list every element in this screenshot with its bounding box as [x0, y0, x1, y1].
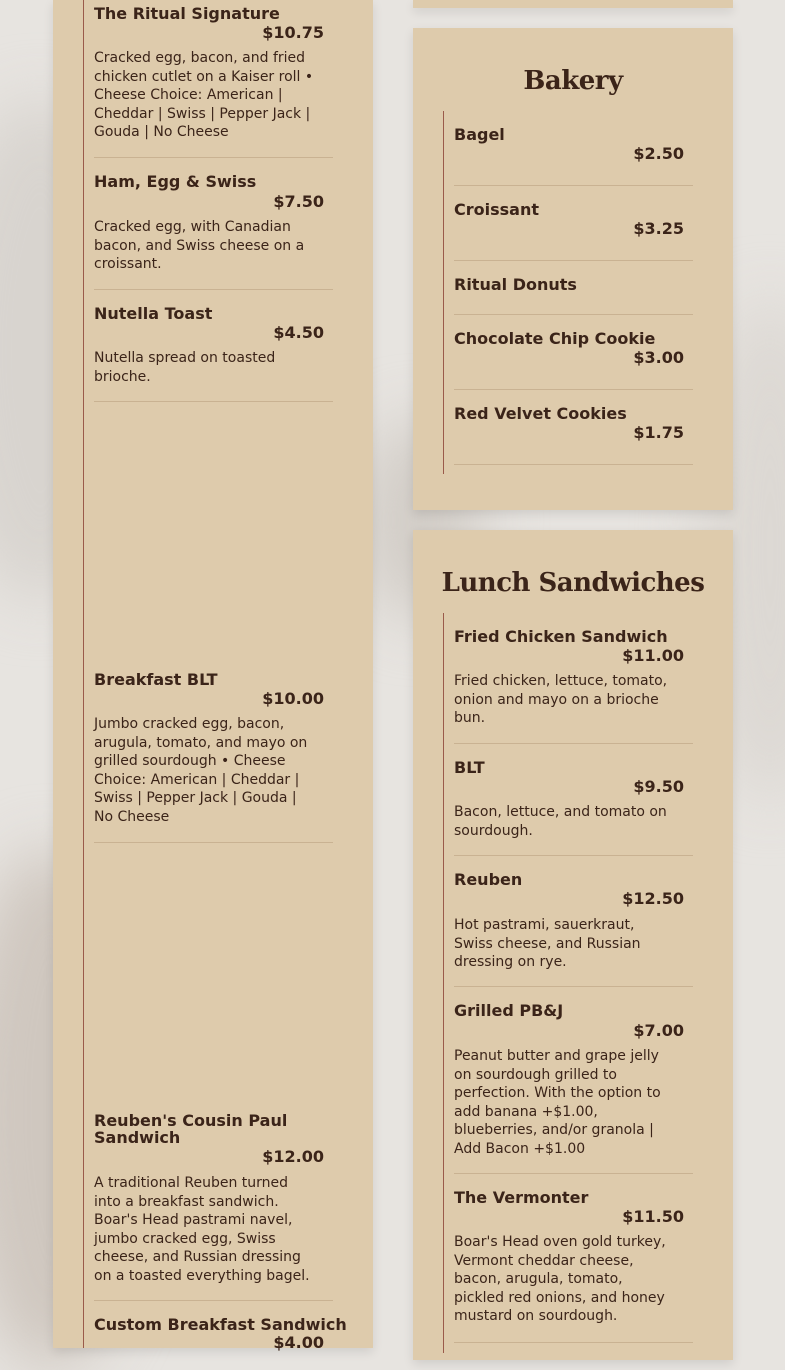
item-price: $4.50 [273, 323, 324, 342]
item-name: Chocolate Chip Cookie [454, 329, 656, 348]
accent-line [83, 0, 84, 1348]
divider [454, 986, 693, 987]
divider [94, 1300, 333, 1301]
divider [454, 1173, 693, 1174]
item-name: Reuben [454, 870, 523, 889]
menu-item[interactable] [454, 201, 694, 256]
item-price: $9.50 [633, 777, 684, 796]
item-description: Cracked egg, with Canadian bacon, and Swiss cheese on a croissant. [94, 219, 305, 272]
item-name: Bagel [454, 125, 505, 144]
item-price: $7.00 [633, 1021, 684, 1040]
divider [454, 1342, 693, 1343]
divider [94, 842, 333, 843]
menu-item[interactable] [454, 126, 694, 181]
menu-item[interactable] [454, 871, 694, 981]
divider [94, 401, 333, 402]
item-price: $10.00 [262, 689, 324, 708]
item-description: Boar's Head oven gold turkey, Vermont cheddar cheese, bacon, arugula, tomato, pickled red onions, and honey mustard on sourdough. [454, 1234, 666, 1324]
item-name: Red Velvet Cookies [454, 404, 627, 423]
menu-item[interactable] [454, 1002, 694, 1167]
item-price: $7.50 [273, 192, 324, 211]
item-description: A traditional Reuben turned into a breakfast sandwich. Boar's Head pastrami navel, jumbo cracked egg, Swiss cheese, and Russian dressing on a toasted everything bagel. [94, 1175, 310, 1284]
accent-line [443, 613, 444, 1353]
item-description: Cracked egg, bacon, and fried chicken cutlet on a Kaiser roll • Cheese Choice: American | Cheddar | Swiss | Pepper Jack | Gouda | No Cheese [94, 50, 314, 140]
divider [94, 157, 333, 158]
item-name: Custom Breakfast Sandwich [94, 1315, 347, 1334]
menu-item[interactable] [94, 5, 334, 155]
item-name: The Vermonter [454, 1188, 589, 1207]
item-name: Reuben's Cousin Paul Sandwich [94, 1111, 288, 1147]
divider [454, 185, 693, 186]
item-price: $11.00 [622, 646, 684, 665]
lunch-sandwiches-card [413, 530, 733, 1360]
menu-item[interactable] [454, 759, 694, 849]
item-price: $10.75 [262, 23, 324, 42]
item-price: $12.50 [622, 889, 684, 908]
item-description: Jumbo cracked egg, bacon, arugula, tomato, and mayo on grilled sourdough • Cheese Choice: American | Cheddar | Swiss | Pepper Jack | Gouda | No Cheese [94, 716, 308, 825]
section-title: Lunch Sandwiches [441, 568, 705, 598]
menu-item[interactable] [94, 1315, 347, 1352]
item-name: Ritual Donuts [454, 275, 577, 294]
menu-item[interactable] [454, 276, 694, 306]
breakfast-sandwiches-card [53, 0, 373, 1352]
menu-item[interactable] [454, 330, 694, 385]
previous-card [413, 0, 733, 8]
divider [454, 855, 693, 856]
item-price: $4.00 [273, 1333, 324, 1352]
divider [94, 289, 333, 290]
divider [454, 389, 693, 390]
section-title: Bakery [523, 66, 623, 96]
item-price: $2.50 [633, 144, 684, 163]
item-name: Fried Chicken Sandwich [454, 627, 668, 646]
item-description: Peanut butter and grape jelly on sourdough grilled to perfection. With the option to add banana +$1.00, blueberries, and/or granola | Add Bacon +$1.00 [454, 1048, 661, 1157]
menu-item[interactable] [94, 305, 334, 395]
divider [454, 464, 693, 465]
menu-item[interactable] [94, 1112, 334, 1297]
item-price: $12.00 [262, 1147, 324, 1166]
item-description: Hot pastrami, sauerkraut, Swiss cheese, and Russian dressing on rye. [454, 917, 641, 970]
item-price: $11.50 [622, 1207, 684, 1226]
menu-item[interactable] [454, 1189, 694, 1329]
bakery-card [413, 28, 733, 510]
item-description: Fried chicken, lettuce, tomato, onion and mayo on a brioche bun. [454, 673, 668, 726]
item-name: Breakfast BLT [94, 670, 218, 689]
item-price: $1.75 [633, 423, 684, 442]
item-description: Nutella spread on toasted brioche. [94, 350, 276, 385]
accent-line [443, 111, 444, 474]
item-name: BLT [454, 758, 485, 777]
menu-item[interactable] [94, 173, 334, 283]
menu-item[interactable] [454, 405, 694, 460]
divider [454, 314, 693, 315]
item-price: $3.25 [633, 219, 684, 238]
divider [454, 743, 693, 744]
item-name: Ham, Egg & Swiss [94, 172, 257, 191]
divider [454, 260, 693, 261]
item-description: Bacon, lettuce, and tomato on sourdough. [454, 804, 667, 839]
item-name: Grilled PB&J [454, 1001, 564, 1020]
menu-item[interactable] [94, 671, 334, 836]
menu-item[interactable] [454, 628, 694, 738]
item-name: Nutella Toast [94, 304, 213, 323]
item-price: $3.00 [633, 348, 684, 367]
item-name: The Ritual Signature [94, 4, 280, 23]
item-name: Croissant [454, 200, 539, 219]
